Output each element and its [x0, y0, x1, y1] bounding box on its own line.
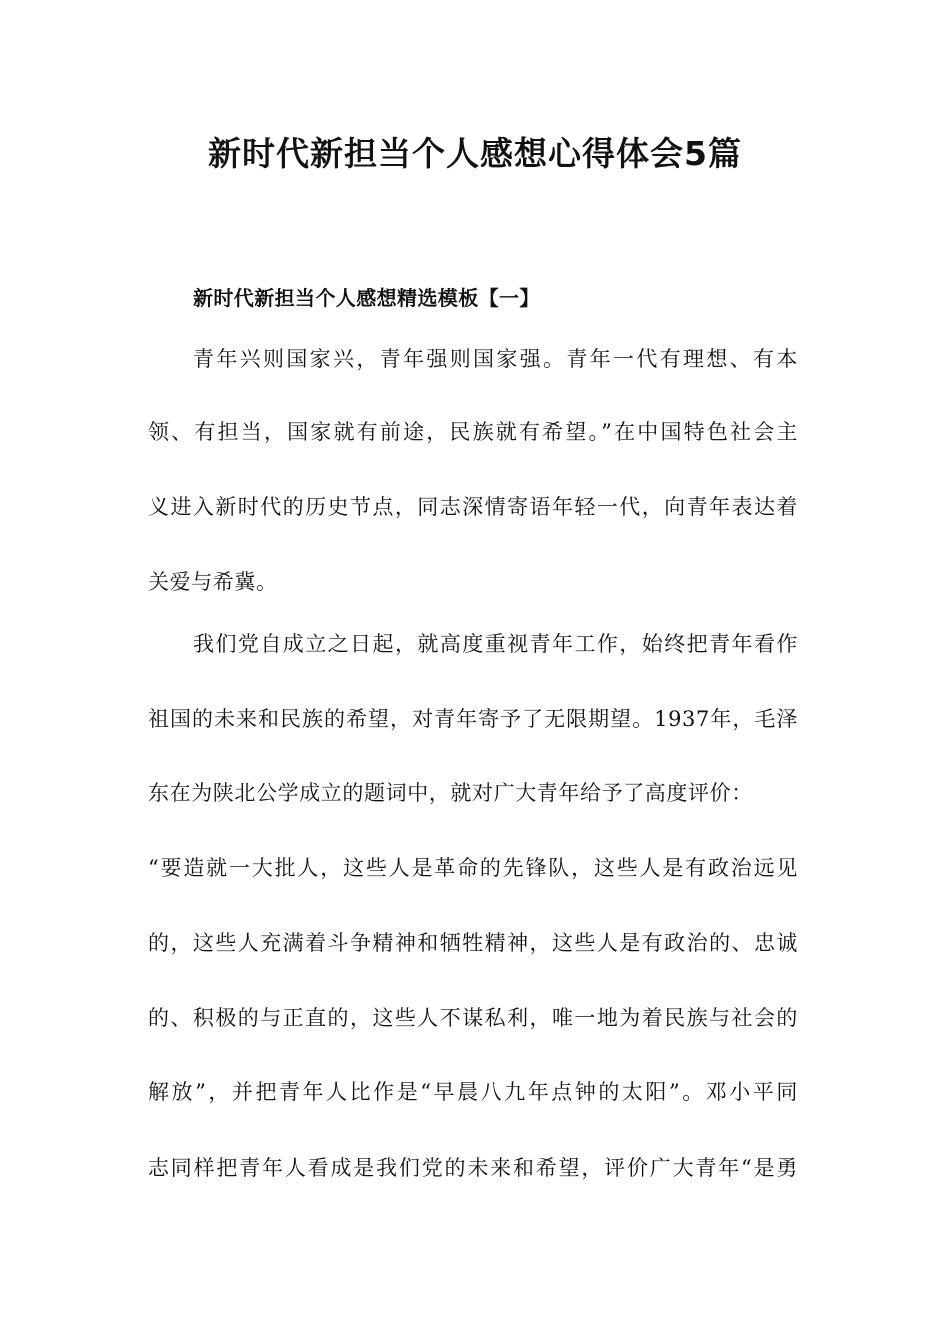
paragraph-line: 青年兴则国家兴，青年强则国家强。青年一代有理想、有本 [193, 347, 798, 371]
paragraph-line: 的、积极的与正直的，这些人不谋私利，唯一地为着民族与社会的 [148, 1006, 798, 1030]
paragraph-line: 义进入新时代的历史节点，同志深情寄语年轻一代，向青年表达着 [148, 495, 798, 519]
paragraph-line: 领、有担当，国家就有前途，民族就有希望。”在中国特色社会主 [148, 420, 798, 444]
paragraph-line: “要造就一大批人，这些人是革命的先锋队，这些人是有政治远见 [148, 856, 798, 880]
paragraph-line: 关爱与希冀。 [148, 570, 278, 594]
paragraph-line: 的，这些人充满着斗争精神和牺牲精神，这些人是有政治的、忠诚 [148, 931, 798, 955]
paragraph-line: 志同样把青年人看成是我们党的未来和希望，评价广大青年“是勇 [148, 1156, 798, 1180]
paragraph-line: 祖国的未来和民族的希望，对青年寄予了无限期望。1937年，毛泽 [148, 707, 798, 731]
paragraph-line: 东在为陕北公学成立的题词中，就对广大青年给予了高度评价： [148, 781, 753, 805]
document-title: 新时代新担当个人感想心得体会5篇 [208, 134, 742, 173]
paragraph-line: 解放”，并把青年人比作是“早晨八九年点钟的太阳”。邓小平同 [148, 1080, 798, 1104]
section-heading: 新时代新担当个人感想精选模板【一】 [193, 286, 540, 310]
paragraph-line: 我们党自成立之日起，就高度重视青年工作，始终把青年看作 [193, 632, 798, 656]
